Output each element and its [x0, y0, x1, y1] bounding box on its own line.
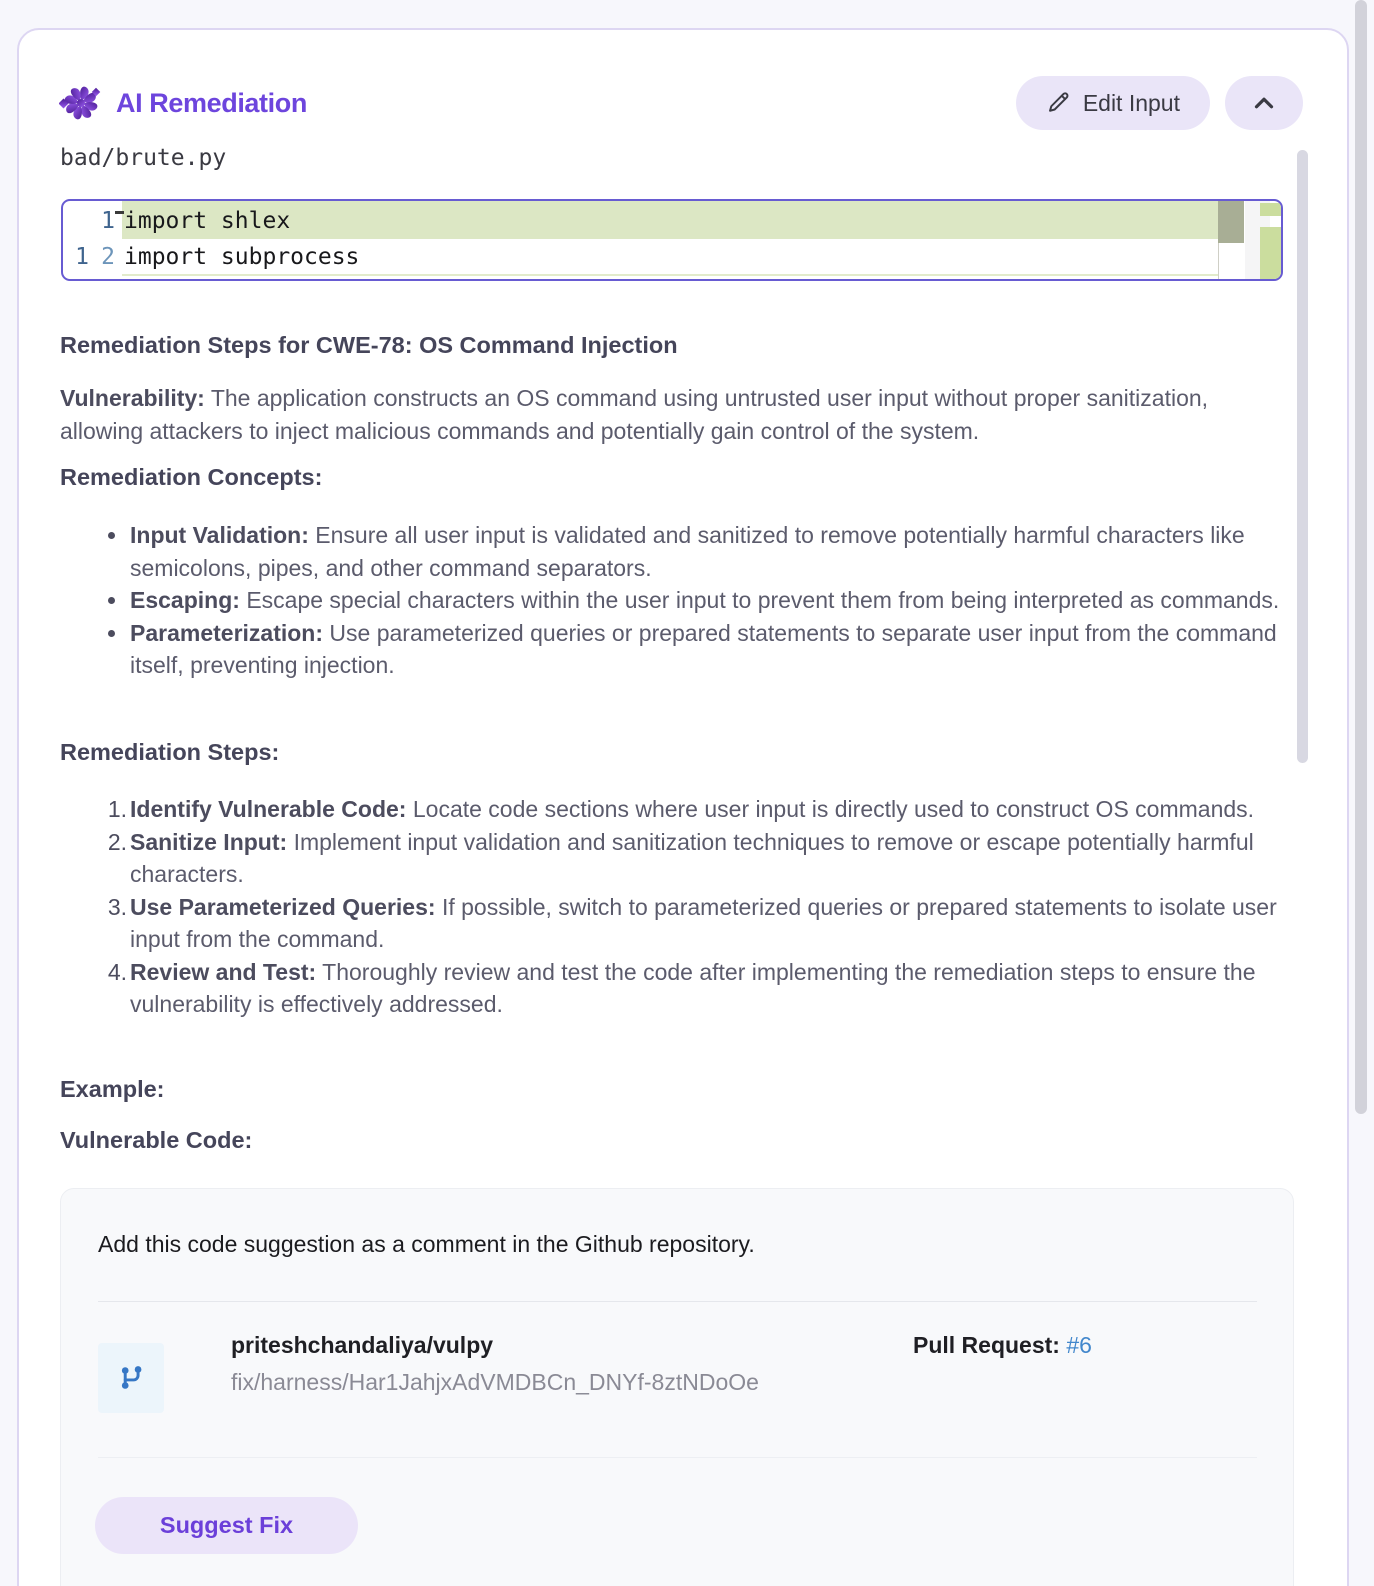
step-number: 2. — [107, 828, 127, 855]
diff-scrollbar-thumb[interactable] — [1218, 201, 1244, 243]
page-scrollbar-thumb[interactable] — [1355, 0, 1367, 1114]
step-text: Implement input validation and sanitization techniques to remove or escape potentially harmful characters. — [130, 828, 1254, 887]
repo-name: priteshchandaliya/vulpy — [231, 1332, 494, 1358]
step-term: Review and Test: — [130, 958, 317, 985]
ai-remediation-panel — [17, 28, 1349, 1586]
list-item — [60, 617, 1286, 682]
diff-line — [63, 203, 1213, 239]
example-heading: Example: — [60, 1076, 165, 1102]
suggest-fix-button[interactable]: Suggest Fix — [95, 1497, 358, 1554]
list-item — [60, 584, 1286, 617]
pull-request-label: Pull Request: — [913, 1332, 1060, 1358]
step-term: Sanitize Input: — [130, 828, 288, 855]
edit-input-button[interactable] — [1016, 76, 1210, 130]
concept-term: Input Validation: — [130, 522, 309, 548]
github-suggestion-card — [60, 1188, 1294, 1586]
step-text: If possible, switch to parameterized queries or prepared statements to isolate user input from the command. — [130, 893, 1277, 952]
pencil-icon — [1046, 90, 1072, 116]
list-item — [60, 956, 1286, 1021]
concepts-heading: Remediation Concepts: — [60, 464, 323, 490]
code-diff-editor[interactable] — [61, 199, 1283, 281]
concepts-list — [60, 519, 1286, 682]
step-term: Use Parameterized Queries: — [130, 893, 436, 920]
step-text: Thoroughly review and test the code after implementing the remediation steps to ensure the vulnerability is effectively addressed. — [130, 958, 1256, 1017]
git-branch-icon — [113, 1360, 149, 1396]
panel-header — [59, 74, 1303, 132]
chevron-up-icon — [1249, 88, 1279, 118]
edit-input-label: Edit Input — [1082, 89, 1180, 116]
header-actions — [1016, 76, 1303, 130]
list-item — [60, 891, 1286, 956]
concept-text: Ensure all user input is validated and sanitized to remove potentially harmful characters like semicolons, pipes, and other command separators. — [130, 522, 1245, 581]
old-line-number: 1 — [75, 244, 89, 270]
list-item — [60, 826, 1286, 891]
step-number: 3. — [107, 893, 127, 920]
new-line-number: 2 — [101, 244, 115, 270]
pull-request-link[interactable]: #6 — [1066, 1332, 1092, 1358]
ai-flower-logo-icon — [59, 81, 103, 125]
minimap-added-mark — [1260, 203, 1281, 216]
vulnerability-paragraph — [60, 382, 1286, 447]
step-number: 1. — [107, 796, 127, 822]
vulnerability-text: The application constructs an OS command using untrusted user input without proper sanitization, allowing attackers to inject malicious commands and potentially gain control of the system. — [60, 385, 1209, 444]
divider — [98, 1301, 1257, 1302]
branch-name: fix/harness/Har1JahjxAdVMDBCn_DNYf-8ztNDoOe — [231, 1369, 759, 1395]
bullet-icon — [108, 597, 115, 604]
code-text: import shlex — [124, 208, 291, 234]
remediation-title: Remediation Steps for CWE-78: OS Command Injection — [60, 332, 678, 358]
code-text: import subprocess — [124, 244, 360, 270]
bullet-icon — [108, 630, 115, 637]
step-text: Locate code sections where user input is directly used to construct OS commands. — [412, 796, 1255, 822]
concept-text: Use parameterized queries or prepared statements to separate user input from the command itself, preventing injection. — [130, 619, 1277, 678]
steps-list — [60, 793, 1286, 1021]
list-item — [60, 519, 1286, 584]
minimap-added-mark — [1260, 227, 1281, 279]
vulnerability-label: Vulnerability: — [60, 385, 205, 411]
divider — [98, 1457, 1257, 1458]
vulnerable-code-heading: Vulnerable Code: — [60, 1127, 253, 1153]
panel-title: AI Remediation — [116, 87, 307, 118]
suggestion-instruction: Add this code suggestion as a comment in the Github repository. — [98, 1231, 755, 1257]
file-path-label: bad/brute.py — [60, 145, 227, 171]
list-item — [60, 793, 1286, 826]
repo-icon-container — [98, 1343, 164, 1413]
steps-heading: Remediation Steps: — [60, 739, 280, 765]
concept-term: Escaping: — [130, 587, 240, 613]
panel-scrollbar-thumb[interactable] — [1297, 150, 1308, 763]
bullet-icon — [108, 532, 115, 539]
diff-line — [63, 239, 1213, 275]
concept-term: Parameterization: — [130, 619, 324, 646]
step-term: Identify Vulnerable Code: — [130, 796, 407, 822]
collapse-panel-button[interactable] — [1225, 76, 1303, 130]
old-line-number — [63, 203, 89, 239]
concept-text: Escape special characters within the user input to prevent them from being interpreted as commands. — [246, 587, 1280, 613]
panel-title-group — [59, 81, 307, 125]
pull-request-row — [913, 1332, 1092, 1359]
new-line-number: 1 — [101, 208, 115, 234]
step-number: 4. — [107, 958, 127, 985]
